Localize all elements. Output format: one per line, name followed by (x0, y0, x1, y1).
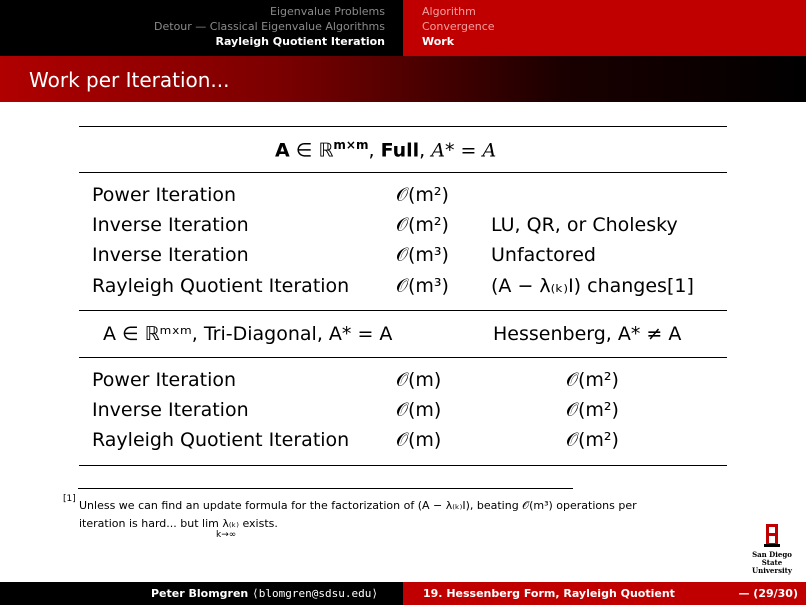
table-row-method: Inverse Iteration (92, 244, 249, 266)
nav-subsection-algorithm[interactable]: Algorithm (422, 5, 476, 18)
table-row-cost: 𝒪(m) (396, 369, 442, 391)
table-row-method: Inverse Iteration (92, 214, 249, 236)
table-row-cost: 𝒪(m) (396, 399, 442, 421)
footnote-line-1: Unless we can find an update formula for the factorization of (A − λ₍ₖ₎I), beating 𝒪(m³) operations per (79, 499, 637, 512)
table-row-note: LU, QR, or Cholesky (491, 214, 678, 236)
table-rule-bottom (79, 465, 727, 466)
table-row-method: Power Iteration (92, 184, 237, 206)
footer-page-number: — (29/30) (738, 587, 798, 600)
table-row-cost: 𝒪(m²) (396, 184, 449, 206)
table-rule-top (79, 126, 727, 127)
table-row-note: (A − λ₍ₖ₎I) changes[1] (491, 275, 694, 297)
footer-email[interactable]: ⟨blomgren@sdsu.edu⟩ (252, 587, 378, 600)
nav-section-eigenvalue-problems[interactable]: Eigenvalue Problems (270, 5, 385, 18)
table-row-method: Inverse Iteration (92, 399, 249, 421)
footer-author: Peter Blomgren (151, 587, 249, 600)
slide-title-bar (0, 56, 806, 102)
table-row-method: Power Iteration (92, 369, 237, 391)
table-row-cost: 𝒪(m²) (396, 214, 449, 236)
table-row-cost: 𝒪(m³) (396, 244, 449, 266)
footer-left (0, 582, 403, 605)
logo-text (746, 551, 798, 575)
footer-right (403, 582, 806, 605)
table-rule-2 (79, 310, 727, 311)
table-rule-3 (79, 357, 727, 358)
footnote-rule (78, 488, 573, 489)
top-navigation (0, 0, 806, 56)
nav-section-rqi[interactable]: Rayleigh Quotient Iteration (215, 35, 385, 48)
footnote-mark: [1] (63, 494, 76, 504)
footnote-line-2: iteration is hard... but lim λ₍ₖ₎ exists. (79, 517, 278, 530)
section2-header-right: Hessenberg, A* ≠ A (493, 323, 682, 345)
university-logo (750, 522, 794, 575)
table-row-cost: 𝒪(m) (396, 429, 442, 451)
slide-title: Work per Iteration... (29, 68, 230, 92)
table-row-hessenberg-cost: 𝒪(m²) (566, 429, 619, 451)
table-row-hessenberg-cost: 𝒪(m²) (566, 369, 619, 391)
nav-subsection-convergence[interactable]: Convergence (422, 20, 495, 33)
footer-lecture-title: 19. Hessenberg Form, Rayleigh Quotient (423, 587, 675, 600)
table-row-method: Rayleigh Quotient Iteration (92, 275, 350, 297)
nav-section-detour[interactable]: Detour — Classical Eigenvalue Algorithms (154, 20, 385, 33)
footnote-limit-subscript: k→∞ (216, 530, 237, 540)
nav-subsection-work[interactable]: Work (422, 35, 455, 48)
table-row-cost: 𝒪(m³) (396, 275, 449, 297)
footer-author-line (151, 587, 378, 600)
section-nav (0, 0, 403, 56)
subsection-nav (403, 0, 806, 56)
table-row-method: Rayleigh Quotient Iteration (92, 429, 350, 451)
logo-line-1: San Diego State (752, 550, 792, 567)
table-row-hessenberg-cost: 𝒪(m²) (566, 399, 619, 421)
table-row-note: Unfactored (491, 244, 596, 266)
section1-header: A ∈ ℝ$^{m\times m}$, Full, A* = A (275, 138, 497, 162)
footer-bar (0, 582, 806, 605)
section2-header-left: A ∈ ℝᵐˣᵐ, Tri-Diagonal, A* = A (103, 323, 393, 345)
table-rule-1 (79, 172, 727, 173)
logo-line-2: University (752, 566, 792, 575)
